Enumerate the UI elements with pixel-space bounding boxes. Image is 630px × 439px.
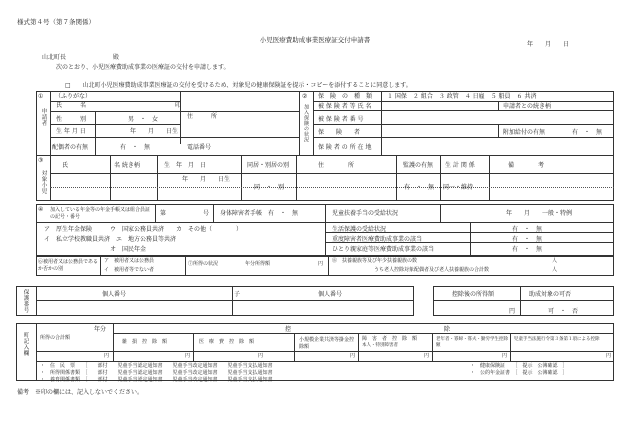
pension-symbol: 第: [160, 210, 167, 217]
employee-option-b[interactable]: イ 被用者等でない者: [104, 267, 155, 273]
welfare-label: 生活保護の受給状況: [332, 226, 387, 233]
single-parent-label: ひとり親家庭等医療費助成事業の該当: [332, 246, 435, 253]
individual-number-label: 個人番号: [102, 291, 127, 298]
child-dob-value[interactable]: 年 月 日生: [182, 176, 231, 183]
consent-checkbox-text[interactable]: □ 山北町小児医療費助成事業医療証の交付を受けるため、対象児の健康保険証を提示・コピーを添付することに同意します。: [65, 82, 412, 89]
employee-question: ⑥被用者又は公務員であるか否かの別: [38, 259, 99, 272]
tax-year-label: 年分: [94, 326, 107, 333]
gender-label: 性 別: [56, 116, 87, 123]
welfare-value[interactable]: 有 ・ 無: [512, 226, 543, 233]
dob-value[interactable]: 年 月 日生: [130, 128, 179, 135]
dob-label: 生 年 月 日: [56, 128, 86, 135]
medical-deduction: 医 療 費 控 除 額: [199, 339, 255, 345]
insurance-kinds[interactable]: １ 国保 ２ 組合 ３ 政管 ４ 日雇 ５ 船員 ６ 共済: [387, 93, 537, 100]
small-business-deduction: 小規模企業共済等掛金控除額: [299, 337, 355, 350]
pension-list-c: オ 国民年金: [44, 246, 147, 253]
addressee: 山北町長: [42, 54, 67, 61]
income-status-label: ⑦所得の状況: [188, 261, 219, 267]
address-label: 住 所: [187, 113, 218, 120]
spouse-value[interactable]: 有 ・ 無: [120, 144, 151, 151]
footer-note: 備考 ※印の欄には、記入しないでください。: [17, 389, 144, 396]
insured-name-label: 被 保 険 者 等 氏 名: [318, 103, 372, 110]
protection-number-label: 保護番号: [22, 289, 29, 313]
doc-childcare: ・ 養育関係書類 ［ 部付 児童手当認定通知書 児童手当改定通知書 児童手当支払通知書: [40, 377, 273, 383]
child-relation-label: 名 続き柄: [114, 162, 140, 169]
yen-col-6: 円: [502, 353, 508, 359]
severe-disability-label: 重度障害者医療費助成事業の該当: [332, 236, 423, 243]
addressee-suffix: 殿: [113, 54, 120, 61]
section-4-number: ④: [38, 206, 44, 213]
insurer-label: 保 険 者: [318, 129, 361, 136]
extra-benefit-label: 附加給付の有無: [503, 129, 546, 136]
insurer-address-label: 保 険 者 の 所 在 地: [318, 144, 372, 151]
dependents-unit: 人: [552, 258, 558, 264]
custody-value[interactable]: 有 ・ 無: [404, 184, 435, 191]
income-total-label: 所得の合計額: [40, 335, 71, 341]
post-deduction-income-label: 控除後の所得額: [452, 291, 495, 298]
deduction-header-b: 除: [444, 326, 451, 333]
doc-pension-cert: ・ 公的年金証書 ［ 提示 公簿確認 ］: [470, 370, 568, 376]
town-use-label: 町記入欄: [22, 332, 29, 356]
relation-label: 申請者との続き柄: [503, 103, 552, 110]
doc-income: ・ 所得関係書類 ［ 部付 児童手当認定通知書 児童手当改定通知書 児童手当支払通知書: [40, 370, 273, 376]
section-2-number: ②: [302, 93, 308, 100]
doc-resident-record: ・ 住 民 票 ［ 部付 児童手当認定通知書 児童手当改定通知書 児童手当支払通知書: [40, 363, 273, 369]
annual-income-label: 年分所得額: [245, 261, 271, 267]
livelihood-label: 生 計 関 係: [445, 162, 475, 169]
elderly-dependents-unit: 人: [552, 267, 558, 273]
insurance-side-label: 加入保険の状況: [303, 104, 309, 143]
phone-label: 電話番号: [187, 144, 212, 151]
eligibility-value[interactable]: 可 ・ 否: [548, 308, 579, 315]
cohabit-label: 同居・別居の別: [247, 162, 290, 169]
spouse-label: 配偶者の有無: [52, 144, 89, 151]
yen-col-7: 円: [606, 353, 612, 359]
disability-value[interactable]: 有 ・ 無: [268, 210, 299, 217]
employee-option-a[interactable]: ア 被用者又は公務員: [104, 258, 155, 264]
insurance-kind-label: 保 険 の 種 類: [318, 93, 373, 100]
eligibility-label: 助成対象の可否: [529, 291, 572, 298]
pension-list-a: ア 厚生年金保険 ウ 国家公務員共済 カ その他（ ）: [44, 226, 243, 233]
child-dob-label: 生 年 月 日: [164, 162, 207, 169]
disability-label: 身体障害者手帳: [220, 210, 263, 217]
applicant-side-label: 申請者: [40, 108, 47, 126]
disability-deduction: 障 害 者 控 除 額: [362, 336, 418, 342]
gender-options[interactable]: 男 ・ 女: [128, 116, 159, 123]
child-mark: 子: [234, 291, 241, 298]
yen-col-4: 円: [350, 353, 356, 359]
severe-disability-value[interactable]: 有 ・ 無: [512, 236, 543, 243]
name-label: 氏 名: [56, 102, 87, 109]
yen-col-5: 円: [424, 353, 430, 359]
pension-number: 号: [203, 210, 210, 217]
yen-col-3: 円: [258, 353, 264, 359]
child-address-label: 住 所: [318, 162, 355, 169]
child-allowance-value[interactable]: 年 月 一般・特例: [506, 210, 573, 217]
doc-health-card: ・ 健康保険証 ［ 提示 公簿確認 ］: [470, 363, 568, 369]
livelihood-value[interactable]: 同一・維持: [443, 184, 474, 191]
form-number: 様式第４号（第７条関係）: [17, 18, 95, 26]
single-parent-value[interactable]: 有 ・ 無: [512, 246, 543, 253]
id-number-frame: [16, 286, 414, 316]
section-3-number: ③: [38, 157, 44, 164]
child-allowance-deduction: 児童手当法施行令第３条第１項による控除: [514, 337, 600, 342]
yen-col-1: 円: [104, 353, 110, 359]
pension-header: 加入している年金等の年金手帳又は組合員証の記号・番号: [50, 207, 151, 220]
child-allowance-label: 児童扶養手当の受給状況: [332, 210, 399, 217]
deduction-header-a: 控: [285, 326, 292, 333]
form-title: 小児医療費助成事業医療証交付申請書: [259, 36, 371, 44]
date-field[interactable]: 年 月 日: [527, 41, 570, 48]
elderly-dependents-label: うち老人控除対象配偶者及び老人扶養親族の合計数: [374, 267, 490, 273]
section-1-number: ①: [38, 93, 44, 100]
insured-number-label: 被 保 険 者 番 号: [318, 116, 364, 123]
cohabit-value[interactable]: 同 ・ 別: [254, 184, 285, 191]
deduct-yen: 円: [509, 308, 516, 315]
extra-benefit-value[interactable]: 有 ・ 無: [572, 129, 603, 136]
disability-deduction-sub: 本人・特別障害者: [362, 343, 398, 348]
furigana-label: （ふりがな）: [55, 93, 92, 100]
custody-label: 監護の有無: [403, 162, 434, 169]
remarks-label: 備 考: [508, 162, 545, 169]
child-individual-number-label: 個人番号: [318, 291, 343, 298]
child-name-label: 氏: [62, 162, 69, 169]
income-yen: 円: [318, 261, 324, 267]
casualty-deduction: 雑 損 控 除 額: [122, 339, 168, 345]
elderly-widow-deduction: 老年者・寡婦・寡夫・勤労学生控除額: [436, 337, 508, 348]
intro-text: 次のとおり、小児医療費助成事業の医療証の交付を申請します。: [56, 64, 230, 71]
pension-list-b: イ 私立学校教職員共済 エ 地方公務員等共済: [44, 236, 177, 243]
seal-mark: 印: [175, 102, 182, 109]
child-side-label: 対象小児: [40, 170, 47, 194]
dependents-label: ⑧ 扶養親族等及び年少扶養親族の数: [332, 258, 418, 264]
yen-col-2: 円: [185, 353, 191, 359]
